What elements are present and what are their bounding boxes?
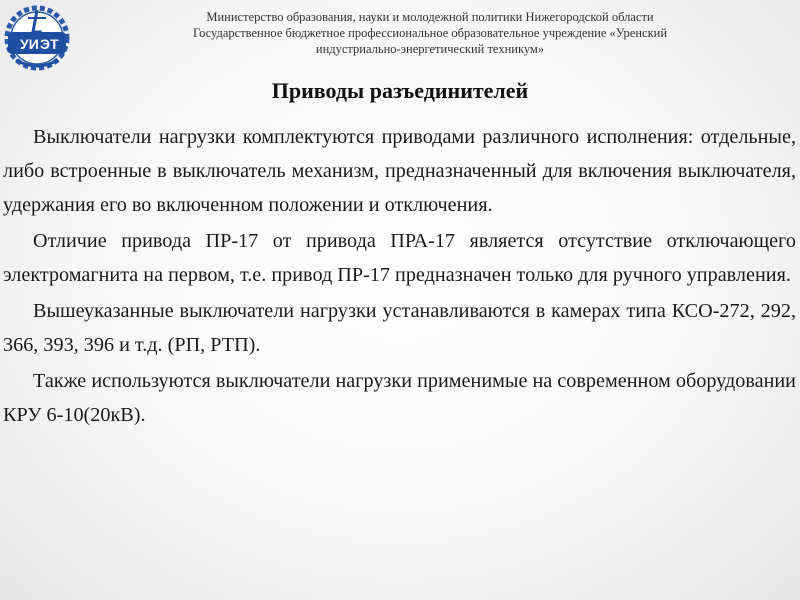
body-paragraph: Отличие привода ПР-17 от привода ПРА-17 является отсутствие отключающего электромагнита на первом, т.е. привод ПР-17 предназначен только для ручного управления. <box>3 230 796 286</box>
header-line-institution: Государственное бюджетное профессиональное образовательное учреждение «Уренский <box>192 26 668 40</box>
logo-text-left: УИ <box>20 36 39 52</box>
body-paragraph: Также используются выключатели нагрузки применимые на современном оборудовании КРУ 6-10(20кВ). <box>3 370 796 426</box>
technikum-logo <box>2 2 72 76</box>
slide-body <box>3 120 796 434</box>
logo-text-right: ЭТ <box>40 36 59 52</box>
header-line-ministry: Министерство образования, науки и молодежной политики Нижегородской области <box>206 10 654 24</box>
institution-header <box>80 9 780 57</box>
body-paragraph: Выключатели нагрузки комплектуются приводами различного исполнения: отдельные, либо встроенные в выключатель механизм, предназначенный для включения выключателя, удержания его во включенном положении и отключения. <box>3 126 796 216</box>
body-paragraph: Вышеуказанные выключатели нагрузки устанавливаются в камерах типа КСО-272, 292, 366, 393, 396 и т.д. (РП, РТП). <box>3 300 796 356</box>
header-line-institution-cont: индустриально-энергетический техникум» <box>315 42 545 56</box>
slide-title: Приводы разъединителей <box>271 78 529 103</box>
